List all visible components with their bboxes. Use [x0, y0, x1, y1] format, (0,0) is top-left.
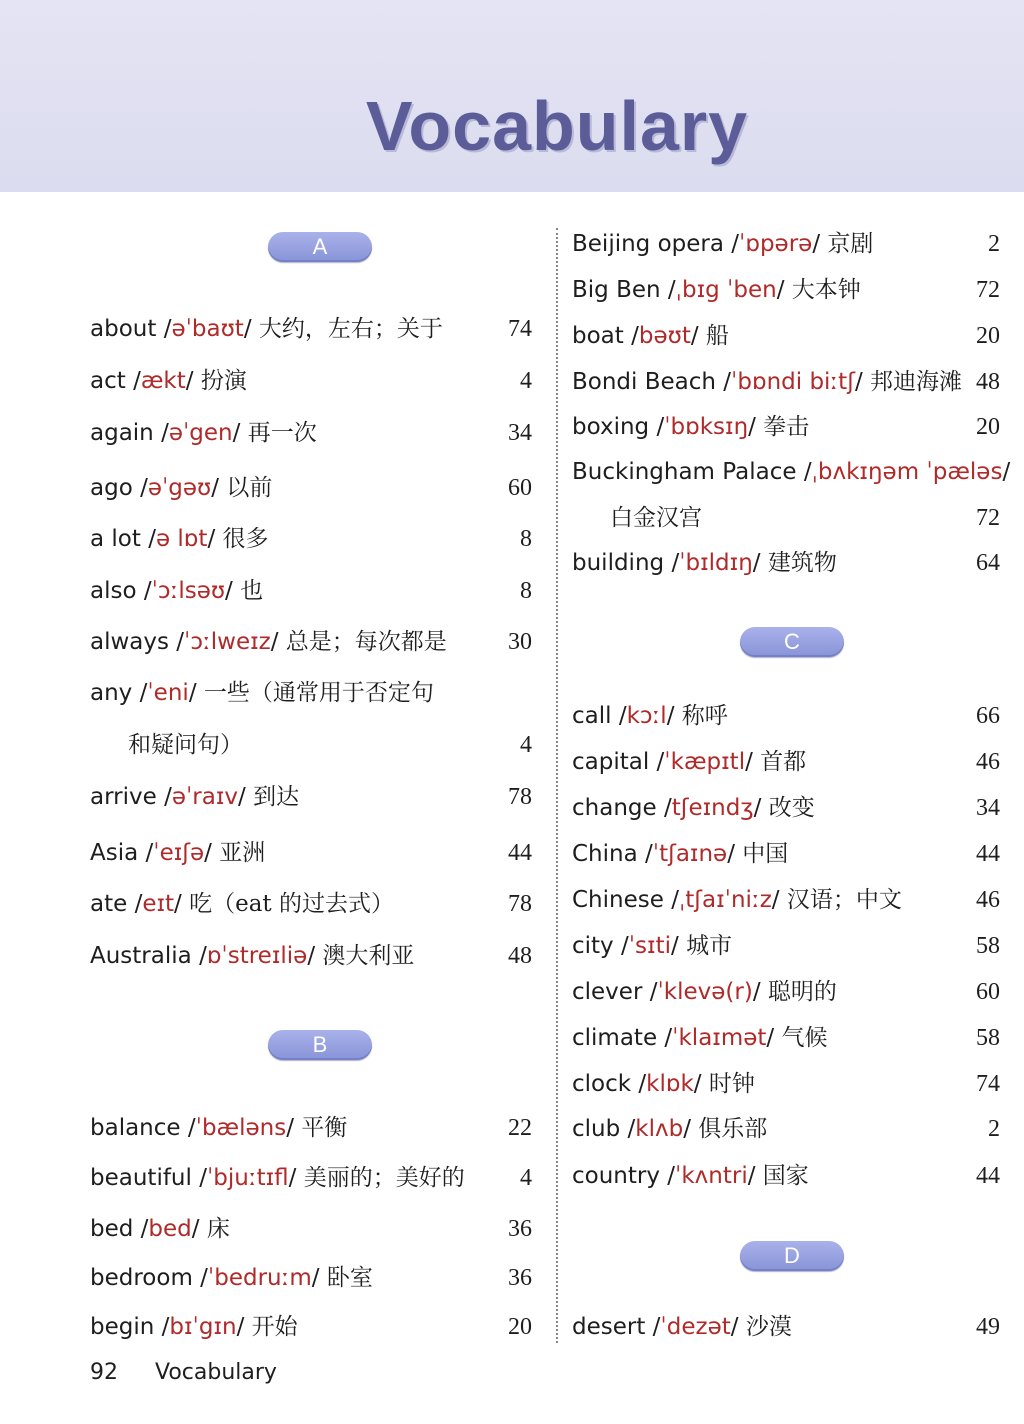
- vocab-entry: [90, 1309, 532, 1345]
- entry-page-number: 58: [976, 1025, 1000, 1051]
- ipa-slash: /: [140, 1216, 149, 1242]
- ipa-slash: /: [747, 1163, 756, 1189]
- ipa-slash: /: [311, 1265, 320, 1291]
- ipa-slash: /: [753, 795, 762, 821]
- ipa-slash: /: [666, 703, 675, 729]
- ipa-slash: /: [204, 840, 212, 866]
- entry-ipa: ˈbɒksɪŋ: [664, 414, 749, 440]
- ipa-slash: /: [766, 1025, 775, 1051]
- entry-ipa: ˈɔːlweɪz: [184, 629, 271, 655]
- entry-ipa: ˈklevə(r): [657, 979, 753, 1005]
- entry-page-number: 4: [520, 732, 532, 758]
- entry-page-number: 2: [988, 1116, 1000, 1142]
- section-letter-c: C: [740, 627, 844, 657]
- entry-page-number: 8: [520, 526, 532, 552]
- ipa-slash: /: [618, 703, 627, 729]
- entry-word: also: [90, 578, 137, 604]
- ipa-slash: /: [211, 475, 220, 501]
- section-letter-d: D: [740, 1241, 844, 1271]
- vocab-entry: [572, 226, 1000, 262]
- entry-word: always: [90, 629, 169, 655]
- entry-page-number: 20: [508, 1314, 532, 1340]
- entry-page-number: 58: [976, 933, 1000, 959]
- vocab-entry: [572, 1309, 1000, 1345]
- entry-word: Chinese: [572, 887, 664, 913]
- ipa-slash: /: [671, 887, 679, 913]
- ipa-slash: /: [238, 784, 246, 810]
- ipa-slash: /: [270, 629, 279, 655]
- entry-word: desert: [572, 1314, 646, 1340]
- entry-gloss: 总是；每次都是: [285, 629, 447, 655]
- entry-word: boat: [572, 323, 624, 349]
- entry-gloss: 改变: [768, 795, 815, 821]
- ipa-slash: /: [693, 1071, 702, 1097]
- ipa-slash: /: [243, 316, 252, 342]
- entry-page-number: 48: [976, 369, 1000, 395]
- entry-page-number: 44: [508, 840, 532, 866]
- ipa-slash: /: [176, 629, 185, 655]
- entry-word: China: [572, 841, 638, 867]
- entry-gloss: 平衡: [301, 1115, 348, 1141]
- entry-gloss: 白金汉宫: [610, 505, 702, 531]
- ipa-slash: /: [236, 1314, 245, 1340]
- entry-word: arrive: [90, 784, 157, 810]
- vocab-entry: [90, 1260, 532, 1296]
- entry-word: Buckingham Palace: [572, 459, 797, 485]
- entry-ipa: ˈklaɪmət: [672, 1025, 767, 1051]
- entry-gloss: 一些（通常用于否定句: [203, 680, 434, 706]
- entry-ipa: kɔːl: [626, 703, 667, 729]
- entry-ipa: ˈeɪʃə: [153, 840, 205, 866]
- entry-word: any: [90, 680, 133, 706]
- entry-ipa: ə lɒt: [155, 526, 208, 552]
- entry-page-number: 34: [976, 795, 1000, 821]
- entry-word: capital: [572, 749, 650, 775]
- entry-word: again: [90, 420, 154, 446]
- ipa-slash: /: [139, 680, 148, 706]
- vocab-entry: [90, 1211, 532, 1247]
- ipa-slash: /: [163, 316, 172, 342]
- entry-gloss: 扮演: [200, 368, 247, 394]
- entry-page-number: 72: [976, 505, 1000, 531]
- entry-gloss: 亚洲: [219, 840, 266, 866]
- ipa-slash: /: [727, 841, 735, 867]
- entry-ipa: əˈgen: [168, 420, 233, 446]
- ipa-slash: /: [752, 979, 761, 1005]
- ipa-slash: /: [232, 420, 241, 446]
- ipa-slash: /: [627, 1116, 636, 1142]
- vocab-entry: [572, 744, 1000, 780]
- vocab-entry: [90, 886, 532, 922]
- entry-ipa: ˈbedruːm: [207, 1265, 312, 1291]
- entry-page-number: 46: [976, 749, 1000, 775]
- entry-ipa: ˈbɒndi biːtʃ: [731, 369, 855, 395]
- entry-ipa: klɒk: [646, 1071, 694, 1097]
- entry-ipa: ˈkæpɪtl: [664, 749, 746, 775]
- ipa-slash: /: [140, 475, 148, 501]
- entry-page-number: 66: [976, 703, 1000, 729]
- ipa-slash: /: [671, 550, 680, 576]
- vocab-entry: [572, 1020, 1000, 1056]
- entry-gloss: 床: [206, 1216, 230, 1242]
- entry-word: clever: [572, 979, 643, 1005]
- entry-continuation: [90, 727, 532, 763]
- entry-word: about: [90, 316, 157, 342]
- ipa-slash: /: [776, 277, 785, 303]
- entry-word: ago: [90, 475, 133, 501]
- entry-word: Big Ben: [572, 277, 661, 303]
- ipa-slash: /: [133, 368, 141, 394]
- ipa-slash: /: [803, 459, 812, 485]
- ipa-slash: /: [645, 841, 653, 867]
- entry-ipa: ˈbɪldɪŋ: [679, 550, 753, 576]
- entry-gloss: 汉语；中文: [786, 887, 902, 913]
- ipa-slash: /: [148, 526, 156, 552]
- entry-gloss: 中国: [742, 841, 789, 867]
- entry-ipa: ˈsɪti: [628, 933, 671, 959]
- entry-word: Asia: [90, 840, 139, 866]
- entry-word: Australia: [90, 943, 192, 969]
- vocab-entry: [572, 454, 1011, 490]
- ipa-slash: /: [771, 887, 780, 913]
- entry-gloss: 卧室: [326, 1265, 373, 1291]
- entry-word: boxing: [572, 414, 650, 440]
- entry-word: act: [90, 368, 126, 394]
- entry-ipa: ˈtʃaɪnə: [652, 841, 728, 867]
- entry-gloss: 城市: [686, 933, 733, 959]
- vocab-entry: [90, 1110, 532, 1146]
- entry-ipa: ˈkʌntri: [675, 1163, 748, 1189]
- entry-ipa: ˈeni: [147, 680, 189, 706]
- entry-gloss: 以前: [226, 475, 273, 501]
- entry-gloss: 很多: [222, 526, 269, 552]
- entry-page-number: 20: [976, 414, 1000, 440]
- ipa-slash: /: [752, 550, 761, 576]
- entry-gloss: 再一次: [247, 420, 317, 446]
- entry-page-number: 34: [508, 420, 532, 446]
- entry-ipa: klʌb: [635, 1116, 684, 1142]
- vocab-entry: [90, 938, 532, 974]
- entry-word: climate: [572, 1025, 658, 1051]
- vocab-entry: [90, 1160, 532, 1196]
- entry-word: Beijing opera: [572, 231, 724, 257]
- ipa-slash: /: [620, 933, 629, 959]
- entry-word: a lot: [90, 526, 141, 552]
- entry-gloss: 美丽的；美好的: [303, 1165, 465, 1191]
- ipa-slash: /: [812, 231, 821, 257]
- ipa-slash: /: [207, 526, 216, 552]
- vocab-entry: [572, 1158, 1000, 1194]
- entry-word: building: [572, 550, 665, 576]
- entry-word: Bondi Beach: [572, 369, 716, 395]
- ipa-slash: /: [631, 323, 639, 349]
- ipa-slash: /: [683, 1116, 691, 1142]
- entry-gloss: 开始: [251, 1314, 298, 1340]
- entry-word: begin: [90, 1314, 155, 1340]
- ipa-slash: /: [161, 420, 169, 446]
- entry-ipa: ækt: [140, 368, 186, 394]
- entry-page-number: 30: [508, 629, 532, 655]
- entry-page-number: 60: [976, 979, 1000, 1005]
- ipa-slash: /: [671, 933, 679, 959]
- entry-ipa: ˈbjuːtɪfl: [206, 1165, 289, 1191]
- entry-word: bedroom: [90, 1265, 193, 1291]
- entry-page-number: 78: [508, 784, 532, 810]
- entry-ipa: eɪt: [142, 891, 175, 917]
- vocab-entry: [90, 675, 532, 711]
- entry-gloss: 拳击: [763, 414, 810, 440]
- ipa-slash: /: [667, 277, 676, 303]
- vocab-entry: [572, 409, 1000, 445]
- entry-page-number: 20: [976, 323, 1000, 349]
- entry-word: bed: [90, 1216, 134, 1242]
- entry-page-number: 8: [520, 578, 532, 604]
- entry-ipa: ˌtʃaɪˈniːz: [678, 887, 772, 913]
- entry-ipa: əˈraɪv: [171, 784, 239, 810]
- entry-gloss: 大约，左右；关于: [258, 316, 443, 342]
- vocab-entry: [90, 573, 532, 609]
- entry-page-number: 60: [508, 475, 532, 501]
- ipa-slash: /: [286, 1115, 294, 1141]
- entry-word: beautiful: [90, 1165, 192, 1191]
- entry-gloss: 船: [705, 323, 729, 349]
- ipa-slash: /: [191, 1216, 200, 1242]
- vocab-entry: [572, 928, 1000, 964]
- page-title: Vocabulary: [365, 87, 749, 165]
- column-divider: [556, 228, 558, 1343]
- ipa-slash: /: [143, 578, 152, 604]
- ipa-slash: /: [225, 578, 233, 604]
- ipa-slash: /: [185, 368, 194, 394]
- entry-page-number: 74: [976, 1071, 1000, 1097]
- ipa-slash: /: [723, 369, 732, 395]
- ipa-slash: /: [164, 784, 172, 810]
- vocab-entry: [90, 470, 532, 506]
- ipa-slash: /: [174, 891, 182, 917]
- vocab-entry: [90, 521, 532, 557]
- ipa-slash: /: [638, 1071, 647, 1097]
- entry-word: city: [572, 933, 614, 959]
- entry-word: balance: [90, 1115, 181, 1141]
- vocab-entry: [572, 974, 1000, 1010]
- ipa-slash: /: [656, 749, 665, 775]
- entry-word: change: [572, 795, 657, 821]
- ipa-slash: /: [664, 1025, 673, 1051]
- entry-page-number: 4: [520, 368, 532, 394]
- ipa-slash: /: [199, 1165, 207, 1191]
- vocab-entry: [90, 835, 532, 871]
- entry-ipa: ˈbæləns: [195, 1115, 287, 1141]
- entry-gloss: 吃（eat 的过去式）: [189, 891, 394, 917]
- entry-word: club: [572, 1116, 621, 1142]
- entry-page-number: 4: [520, 1165, 532, 1191]
- ipa-slash: /: [656, 414, 665, 440]
- page-number: 92: [90, 1360, 118, 1385]
- vocab-entry: [572, 1066, 1000, 1102]
- entry-page-number: 74: [508, 316, 532, 342]
- ipa-slash: /: [745, 749, 753, 775]
- entry-word: country: [572, 1163, 660, 1189]
- ipa-slash: /: [307, 943, 316, 969]
- ipa-slash: /: [187, 1115, 196, 1141]
- vocab-entry: [572, 790, 1000, 826]
- entry-page-number: 2: [988, 231, 1000, 257]
- entry-page-number: 22: [508, 1115, 532, 1141]
- ipa-slash: /: [649, 979, 658, 1005]
- ipa-slash: /: [288, 1165, 297, 1191]
- entry-page-number: 78: [508, 891, 532, 917]
- entry-page-number: 46: [976, 887, 1000, 913]
- entry-gloss: 和疑问句）: [128, 732, 243, 758]
- ipa-slash: /: [1002, 459, 1011, 485]
- ipa-slash: /: [145, 840, 154, 866]
- ipa-slash: /: [667, 1163, 676, 1189]
- entry-gloss: 京剧: [827, 231, 874, 257]
- entry-continuation: [572, 500, 1000, 536]
- entry-ipa: ɒˈstreɪliə: [206, 943, 308, 969]
- entry-gloss: 沙漠: [745, 1314, 792, 1340]
- entry-gloss: 澳大利亚: [322, 943, 415, 969]
- entry-gloss: 也: [240, 578, 264, 604]
- vocab-entry: [90, 779, 532, 815]
- entry-word: call: [572, 703, 612, 729]
- vocab-entry: [90, 311, 532, 347]
- ipa-slash: /: [134, 891, 143, 917]
- vocab-entry: [572, 545, 1000, 581]
- entry-page-number: 49: [976, 1314, 1000, 1340]
- footer-label: Vocabulary: [155, 1360, 277, 1385]
- ipa-slash: /: [731, 231, 740, 257]
- entry-ipa: ˈdezət: [660, 1314, 731, 1340]
- vocab-entry: [90, 363, 532, 399]
- entry-ipa: ˈɔːlsəʊ: [151, 578, 226, 604]
- ipa-slash: /: [730, 1314, 739, 1340]
- entry-gloss: 到达: [253, 784, 300, 810]
- entry-ipa: ˌbɪg ˈben: [675, 277, 777, 303]
- entry-ipa: tʃeɪndʒ: [671, 795, 754, 821]
- section-letter-a: A: [268, 232, 372, 262]
- entry-gloss: 首都: [760, 749, 807, 775]
- vocab-entry: [572, 272, 1000, 308]
- page-footer: [90, 1356, 277, 1390]
- vocab-entry: [90, 624, 532, 660]
- entry-page-number: 44: [976, 841, 1000, 867]
- vocab-entry: [572, 836, 1000, 872]
- entry-page-number: 48: [508, 943, 532, 969]
- entry-ipa: əˈgəʊ: [147, 475, 212, 501]
- entry-gloss: 时钟: [708, 1071, 755, 1097]
- entry-page-number: 44: [976, 1163, 1000, 1189]
- entry-ipa: əˈbaʊt: [171, 316, 244, 342]
- ipa-slash: /: [690, 323, 699, 349]
- entry-page-number: 64: [976, 550, 1000, 576]
- ipa-slash: /: [854, 369, 863, 395]
- ipa-slash: /: [199, 943, 207, 969]
- ipa-slash: /: [663, 795, 672, 821]
- entry-ipa: bed: [148, 1216, 192, 1242]
- ipa-slash: /: [748, 414, 756, 440]
- ipa-slash: /: [200, 1265, 208, 1291]
- vocab-entry: [572, 882, 1000, 918]
- entry-gloss: 气候: [781, 1025, 828, 1051]
- entry-gloss: 大本钟: [791, 277, 861, 303]
- vocab-entry: [572, 1111, 1000, 1147]
- vocab-entry: [90, 415, 532, 451]
- entry-ipa: bəʊt: [638, 323, 691, 349]
- entry-gloss: 国家: [762, 1163, 809, 1189]
- entry-ipa: ˌbʌkɪŋəm ˈpæləs: [811, 459, 1003, 485]
- ipa-slash: /: [188, 680, 197, 706]
- entry-gloss: 俱乐部: [698, 1116, 768, 1142]
- entry-ipa: ˈɒpərə: [739, 231, 813, 257]
- vocab-entry: [572, 318, 1000, 354]
- section-letter-b: B: [268, 1030, 372, 1060]
- vocab-entry: [572, 364, 1000, 400]
- entry-page-number: 72: [976, 277, 1000, 303]
- entry-gloss: 邦迪海滩: [870, 369, 962, 395]
- entry-gloss: 建筑物: [767, 550, 837, 576]
- entry-page-number: 36: [508, 1216, 532, 1242]
- ipa-slash: /: [652, 1314, 661, 1340]
- entry-ipa: bɪˈgɪn: [169, 1314, 237, 1340]
- entry-word: clock: [572, 1071, 632, 1097]
- ipa-slash: /: [161, 1314, 170, 1340]
- vocab-entry: [572, 698, 1000, 734]
- entry-page-number: 36: [508, 1265, 532, 1291]
- entry-gloss: 称呼: [681, 703, 728, 729]
- entry-gloss: 聪明的: [767, 979, 837, 1005]
- entry-word: ate: [90, 891, 128, 917]
